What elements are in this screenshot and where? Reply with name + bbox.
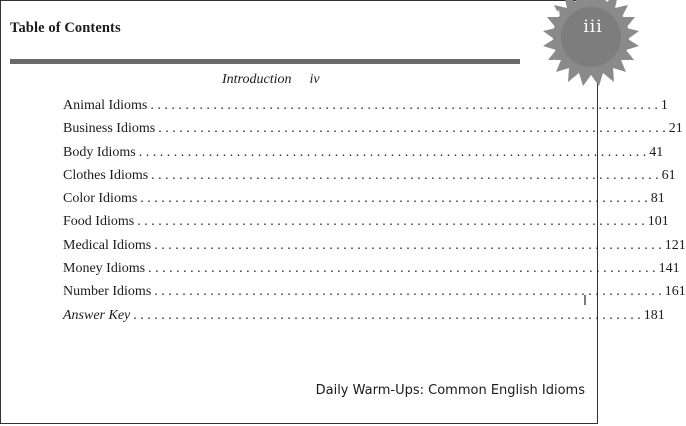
sunburst-badge-icon xyxy=(531,1,597,101)
toc-entry-page: 21 xyxy=(668,121,683,137)
toc-entry[interactable] xyxy=(63,141,664,164)
dot-leader xyxy=(133,304,641,327)
toc-entry-answer-key[interactable] xyxy=(63,304,665,327)
dot-leader xyxy=(151,164,659,187)
toc-entry-page: 141 xyxy=(658,261,680,277)
toc-entry[interactable] xyxy=(63,280,686,303)
toc-entry-page: 161 xyxy=(664,284,686,300)
toc-entry-page: 181 xyxy=(643,307,665,323)
toc-entry-label: Money Idioms xyxy=(63,261,146,277)
toc-entry[interactable] xyxy=(63,117,683,140)
toc-introduction-page: iv xyxy=(309,72,320,87)
dot-leader xyxy=(158,117,666,140)
toc-introduction[interactable] xyxy=(222,72,320,88)
dot-leader xyxy=(154,234,662,257)
toc-entry-label: Medical Idioms xyxy=(63,237,152,253)
toc-entry-page: 121 xyxy=(664,237,686,253)
toc-entry[interactable] xyxy=(63,210,669,233)
toc-entry-label: Clothes Idioms xyxy=(63,167,149,183)
page-title: Table of Contents xyxy=(10,20,121,36)
dot-leader xyxy=(137,210,645,233)
toc-entry[interactable] xyxy=(63,164,676,187)
dot-leader xyxy=(150,94,658,117)
toc-entry-label: Number Idioms xyxy=(63,284,152,300)
toc-entry-page: 41 xyxy=(649,144,664,160)
page-number-badge xyxy=(531,1,597,101)
toc-entry-label: Color Idioms xyxy=(63,191,138,207)
toc-entry-label: Food Idioms xyxy=(63,214,135,230)
page-number: iii xyxy=(583,17,603,37)
toc-entry[interactable] xyxy=(63,257,680,280)
toc-introduction-label: Introduction xyxy=(222,72,292,87)
toc-entry[interactable] xyxy=(63,234,686,257)
toc-entry-page: 81 xyxy=(650,191,665,207)
toc-entry-label: Animal Idioms xyxy=(63,98,148,113)
toc-entry[interactable] xyxy=(63,94,668,117)
toc-entry-label: Business Idioms xyxy=(63,121,156,137)
toc-entry-label: Answer Key xyxy=(63,307,131,323)
header-rule xyxy=(10,59,520,64)
book-title: Daily Warm-Ups: Common English Idioms xyxy=(315,383,585,398)
toc-entry-page: 101 xyxy=(647,214,669,230)
toc-entry-label: Body Idioms xyxy=(63,144,136,160)
dot-leader xyxy=(140,187,648,210)
scan-mark xyxy=(584,295,586,305)
dot-leader xyxy=(139,141,647,164)
toc-entry-page: 61 xyxy=(661,167,676,183)
toc-entry-page: 1 xyxy=(660,98,668,113)
toc-list xyxy=(63,94,686,327)
dot-leader xyxy=(148,257,656,280)
toc-entry[interactable] xyxy=(63,187,665,210)
